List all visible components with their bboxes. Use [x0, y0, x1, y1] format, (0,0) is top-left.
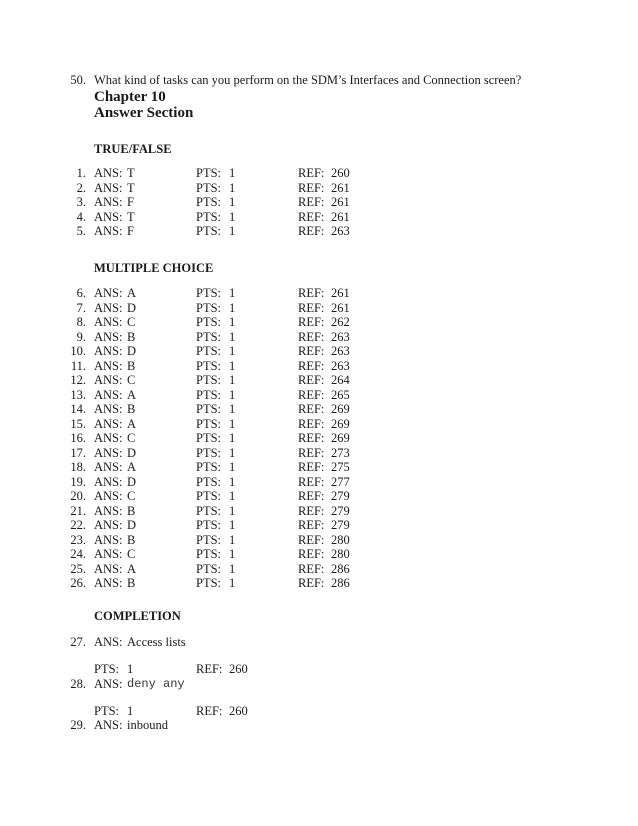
item-number: 5.: [76, 224, 86, 238]
item-number: 25.: [70, 561, 86, 576]
pts-value: 1: [229, 416, 236, 431]
answer-row: [0, 166, 638, 181]
ref-value: 260: [331, 166, 350, 180]
item-number: 9.: [76, 329, 86, 344]
ans-value: C: [127, 315, 136, 329]
ref-label: REF:: [298, 180, 325, 195]
ans-value: F: [127, 195, 134, 209]
ans-value: D: [127, 474, 137, 489]
ans-value: B: [127, 358, 136, 373]
answer-row: [0, 489, 638, 504]
ref-label: REF:: [298, 358, 325, 373]
answer-row: [0, 210, 638, 225]
ref-label: REF:: [298, 561, 325, 576]
pts-value: 1: [229, 286, 236, 300]
ans-value: C: [127, 489, 136, 503]
ans-label: ANS:: [94, 718, 123, 732]
pts-label: PTS:: [196, 532, 222, 547]
answer-row: [0, 181, 638, 196]
answer-row: [0, 475, 638, 490]
ref-value: 260: [229, 662, 248, 676]
answer-row: [0, 446, 638, 461]
pts-value: 1: [229, 561, 236, 576]
ans-label: ANS:: [94, 677, 123, 691]
pts-value: 1: [229, 431, 236, 445]
pts-label: PTS:: [196, 518, 222, 532]
pts-label: PTS:: [196, 180, 222, 195]
ref-value: 269: [331, 416, 350, 431]
ans-label: ANS:: [94, 561, 123, 576]
ans-label: ANS:: [94, 503, 123, 518]
ans-label: ANS:: [94, 489, 123, 503]
answer-row: [0, 224, 638, 239]
pts-label: PTS:: [196, 489, 222, 503]
pts-value: 1: [229, 224, 236, 238]
pts-label: PTS:: [196, 224, 222, 238]
ref-value: 263: [331, 344, 350, 358]
ref-label: REF:: [298, 166, 325, 180]
ans-value: B: [127, 532, 136, 547]
item-number: 23.: [70, 532, 86, 547]
pts-label: PTS:: [196, 329, 222, 344]
item-number: 16.: [70, 431, 86, 445]
ans-value: B: [127, 402, 136, 416]
ans-value: inbound: [127, 718, 168, 732]
pts-label: PTS:: [196, 300, 222, 315]
ans-value: A: [127, 416, 137, 431]
ans-value: T: [127, 166, 135, 180]
ans-value: D: [127, 300, 137, 315]
item-number: 24.: [70, 547, 86, 561]
ref-value: 260: [229, 704, 248, 718]
pts-value: 1: [229, 445, 236, 460]
true-false-heading: TRUE/FALSE: [94, 142, 172, 156]
ref-label: REF:: [298, 416, 325, 431]
ref-value: 261: [331, 195, 350, 209]
ref-value: 279: [331, 503, 350, 518]
pts-value: 1: [229, 518, 236, 532]
item-number: 8.: [76, 315, 86, 329]
item-number: 1.: [76, 166, 86, 180]
pts-value: 1: [229, 503, 236, 518]
item-number: 27.: [70, 635, 86, 649]
ref-value: 265: [331, 387, 350, 402]
ref-value: 263: [331, 224, 350, 238]
answer-row: [0, 533, 638, 548]
pts-value: 1: [229, 358, 236, 373]
answer-row: [0, 460, 638, 475]
ans-label: ANS:: [94, 474, 123, 489]
ans-label: ANS:: [94, 300, 123, 315]
ref-value: 261: [331, 300, 350, 315]
ref-value: 279: [331, 518, 350, 532]
answer-row: [0, 547, 638, 562]
ans-label: ANS:: [94, 547, 123, 561]
ans-value: C: [127, 373, 136, 387]
item-number: 21.: [70, 503, 86, 518]
ref-label: REF:: [298, 445, 325, 460]
pts-value: 1: [229, 344, 236, 358]
pts-value: 1: [229, 195, 236, 209]
item-number: 14.: [70, 402, 86, 416]
completion-item-27-meta: [0, 662, 638, 677]
pts-label: PTS:: [196, 547, 222, 561]
ans-value: T: [127, 209, 135, 224]
pts-label: PTS:: [196, 460, 222, 474]
ans-value: D: [127, 445, 137, 460]
ref-value: 263: [331, 329, 350, 344]
ref-label: REF:: [196, 662, 223, 676]
ans-label: ANS:: [94, 224, 123, 238]
pts-label: PTS:: [196, 576, 222, 590]
ref-value: 261: [331, 209, 350, 224]
pts-value: 1: [229, 547, 236, 561]
ans-value: C: [127, 547, 136, 561]
answer-row: [0, 518, 638, 533]
ref-label: REF:: [298, 402, 325, 416]
answer-row: [0, 504, 638, 519]
ans-label: ANS:: [94, 358, 123, 373]
item-number: 19.: [70, 474, 86, 489]
question-text: What kind of tasks can you perform on the SDM’s Interfaces and Connection screen?: [94, 73, 522, 87]
ans-label: ANS:: [94, 460, 123, 474]
answer-row: [0, 195, 638, 210]
pts-value: 1: [229, 387, 236, 402]
ref-label: REF:: [298, 503, 325, 518]
item-number: 11.: [70, 358, 86, 373]
ans-label: ANS:: [94, 431, 123, 445]
ref-label: REF:: [298, 224, 325, 238]
pts-value: 1: [229, 329, 236, 344]
pts-label: PTS:: [196, 561, 222, 576]
ref-label: REF:: [298, 431, 325, 445]
ref-label: REF:: [298, 300, 325, 315]
ref-label: REF:: [298, 286, 325, 300]
ref-label: REF:: [298, 344, 325, 358]
ans-value: D: [127, 344, 137, 358]
pts-value: 1: [229, 180, 236, 195]
ref-value: 269: [331, 431, 350, 445]
pts-value: 1: [229, 474, 236, 489]
pts-value: 1: [229, 315, 236, 329]
ref-value: 261: [331, 286, 350, 300]
pts-label: PTS:: [94, 704, 120, 718]
item-number: 3.: [76, 195, 86, 209]
answer-row: [0, 344, 638, 359]
item-number: 28.: [70, 677, 86, 691]
pts-value: 1: [229, 300, 236, 315]
pts-label: PTS:: [94, 662, 120, 676]
ans-label: ANS:: [94, 402, 123, 416]
ans-value: A: [127, 387, 137, 402]
ref-value: 273: [331, 445, 350, 460]
ref-label: REF:: [298, 209, 325, 224]
ref-value: 269: [331, 402, 350, 416]
pts-label: PTS:: [196, 431, 222, 445]
ref-label: REF:: [298, 195, 325, 209]
item-number: 18.: [70, 460, 86, 474]
ans-label: ANS:: [94, 195, 123, 209]
ans-label: ANS:: [94, 315, 123, 329]
item-number: 20.: [70, 489, 86, 503]
ref-value: 277: [331, 474, 350, 489]
item-number: 26.: [70, 576, 86, 590]
ans-value: B: [127, 576, 136, 590]
ans-label: ANS:: [94, 166, 123, 180]
ans-value: A: [127, 286, 137, 300]
ans-label: ANS:: [94, 576, 123, 590]
pts-label: PTS:: [196, 474, 222, 489]
pts-label: PTS:: [196, 315, 222, 329]
ref-label: REF:: [298, 547, 325, 561]
ref-value: 262: [331, 315, 350, 329]
ref-value: 279: [331, 489, 350, 503]
ans-value: B: [127, 329, 136, 344]
answer-row: [0, 330, 638, 345]
pts-value: 1: [229, 460, 236, 474]
pts-label: PTS:: [196, 387, 222, 402]
ref-value: 280: [331, 547, 350, 561]
ans-label: ANS:: [94, 445, 123, 460]
answer-row: [0, 562, 638, 577]
ref-value: 280: [331, 532, 350, 547]
ans-label: ANS:: [94, 373, 123, 387]
item-number: 12.: [70, 373, 86, 387]
pts-value: 1: [229, 532, 236, 547]
item-number: 13.: [70, 387, 86, 402]
multiple-choice-heading: MULTIPLE CHOICE: [94, 261, 214, 275]
pts-label: PTS:: [196, 195, 222, 209]
completion-item-27: [0, 635, 638, 650]
ans-value: A: [127, 460, 137, 474]
ans-value: D: [127, 518, 137, 532]
answer-row: [0, 301, 638, 316]
ref-value: 286: [331, 561, 350, 576]
ans-label: ANS:: [94, 286, 123, 300]
ans-label: ANS:: [94, 209, 123, 224]
ref-value: 263: [331, 358, 350, 373]
item-number: 7.: [76, 300, 86, 315]
ref-value: 264: [331, 373, 350, 387]
pts-value: 1: [229, 373, 236, 387]
completion-heading: COMPLETION: [94, 609, 181, 623]
pts-label: PTS:: [196, 402, 222, 416]
question-number: 50.: [70, 73, 86, 87]
answer-row: [0, 576, 638, 591]
answer-row: [0, 359, 638, 374]
pts-value: 1: [229, 489, 236, 503]
item-number: 17.: [70, 445, 86, 460]
ref-label: REF:: [298, 387, 325, 402]
ans-label: ANS:: [94, 635, 123, 649]
pts-label: PTS:: [196, 445, 222, 460]
pts-label: PTS:: [196, 286, 222, 300]
ref-label: REF:: [298, 329, 325, 344]
ans-value: F: [127, 224, 134, 238]
pts-value: 1: [229, 576, 236, 590]
ref-label: REF:: [298, 576, 325, 590]
pts-label: PTS:: [196, 503, 222, 518]
answer-row: [0, 286, 638, 301]
ans-label: ANS:: [94, 180, 123, 195]
pts-value: 1: [127, 662, 134, 676]
pts-value: 1: [127, 704, 134, 718]
answer-row: [0, 402, 638, 417]
pts-value: 1: [229, 166, 236, 180]
ref-value: 286: [331, 576, 350, 590]
ref-label: REF:: [196, 704, 223, 718]
item-number: 2.: [76, 180, 86, 195]
pts-label: PTS:: [196, 344, 222, 358]
ref-label: REF:: [298, 518, 325, 532]
item-number: 22.: [70, 518, 86, 532]
item-number: 4.: [76, 209, 86, 224]
ans-value: deny any: [127, 677, 185, 691]
pts-label: PTS:: [196, 209, 222, 224]
answer-row: [0, 417, 638, 432]
ans-label: ANS:: [94, 416, 123, 431]
answer-row: [0, 373, 638, 388]
pts-value: 1: [229, 402, 236, 416]
answer-row: [0, 431, 638, 446]
ref-label: REF:: [298, 315, 325, 329]
ref-label: REF:: [298, 474, 325, 489]
item-number: 10.: [70, 344, 86, 358]
ans-label: ANS:: [94, 329, 123, 344]
chapter-heading: Chapter 10: [94, 89, 166, 105]
item-number: 29.: [70, 718, 86, 732]
ref-value: 261: [331, 180, 350, 195]
ref-label: REF:: [298, 460, 325, 474]
answer-row: [0, 388, 638, 403]
ref-label: REF:: [298, 373, 325, 387]
pts-label: PTS:: [196, 373, 222, 387]
ans-label: ANS:: [94, 518, 123, 532]
ans-value: C: [127, 431, 136, 445]
completion-item-29: [0, 718, 638, 733]
ans-label: ANS:: [94, 344, 123, 358]
item-number: 6.: [76, 286, 86, 300]
ref-label: REF:: [298, 532, 325, 547]
ans-value: B: [127, 503, 136, 518]
completion-item-28: [0, 677, 638, 692]
ref-value: 275: [331, 460, 350, 474]
pts-label: PTS:: [196, 358, 222, 373]
completion-item-28-meta: [0, 704, 638, 719]
pts-value: 1: [229, 209, 236, 224]
pts-label: PTS:: [196, 166, 222, 180]
ans-value: Access lists: [127, 635, 186, 649]
answer-section-heading: Answer Section: [94, 105, 194, 121]
ans-label: ANS:: [94, 532, 123, 547]
ans-value: A: [127, 561, 137, 576]
ref-label: REF:: [298, 489, 325, 503]
pts-label: PTS:: [196, 416, 222, 431]
item-number: 15.: [70, 416, 86, 431]
ans-label: ANS:: [94, 387, 123, 402]
ans-value: T: [127, 180, 135, 195]
answer-row: [0, 315, 638, 330]
